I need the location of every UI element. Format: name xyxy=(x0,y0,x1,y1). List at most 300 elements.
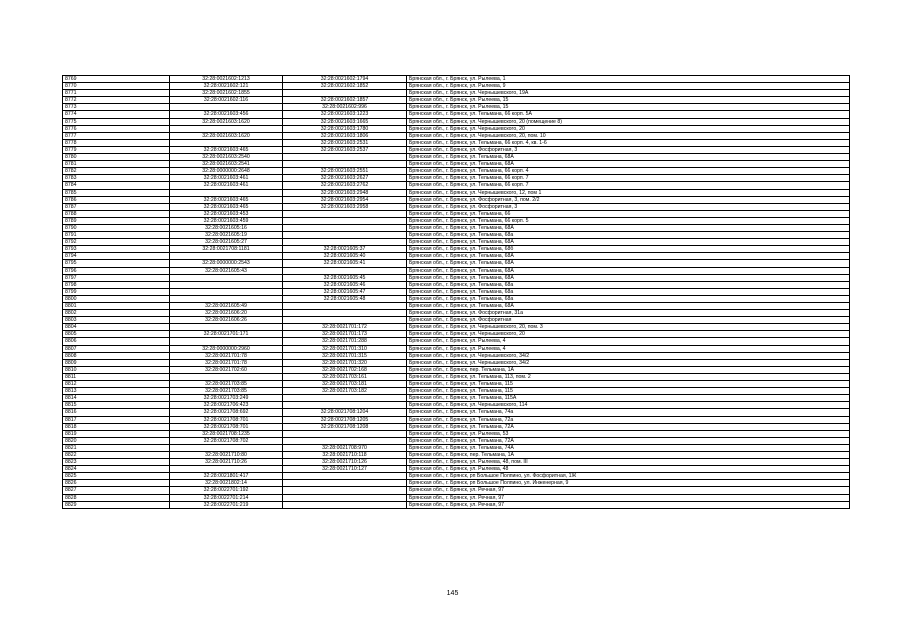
address-cell: Брянская обл., г. Брянск, ул. Тельмана, 66 корп. 4 xyxy=(407,168,850,175)
row-number-cell: 8816 xyxy=(63,409,170,416)
address-cell: Брянская обл., г. Брянск, ул. Чернышевского, 34/2 xyxy=(407,359,850,366)
land-cadastral-number-cell: 32:28:0000000:2543 xyxy=(170,260,283,267)
address-cell: Брянская обл., г. Брянск, ул. Тельмана, 113, пом. 2 xyxy=(407,373,850,380)
table-row xyxy=(63,373,850,380)
table-row xyxy=(63,76,850,83)
row-number-cell: 8780 xyxy=(63,154,170,161)
building-cadastral-number-cell: 32:28:0021603:2762 xyxy=(283,182,407,189)
table-row xyxy=(63,466,850,473)
building-cadastral-number-cell: 32:28:0021701:173 xyxy=(283,331,407,338)
land-cadastral-number-cell: 32:28:0021802:14 xyxy=(170,480,283,487)
address-cell: Брянская обл., г. Брянск, ул. Тельмана, 68А xyxy=(407,303,850,310)
land-cadastral-number-cell: 32:28:0021702:60 xyxy=(170,366,283,373)
land-cadastral-number-cell: 32:28:0021602:1213 xyxy=(170,76,283,83)
address-cell: Брянская обл., г. Брянск, ул. Тельмана, 66 корп. 5А xyxy=(407,111,850,118)
land-cadastral-number-cell xyxy=(170,189,283,196)
address-cell: Брянская обл., г. Брянск, ул. Тельмана, 68а xyxy=(407,288,850,295)
land-cadastral-number-cell: 32:28:0021603:2541 xyxy=(170,161,283,168)
land-cadastral-number-cell: 32:28:0021605:19 xyxy=(170,232,283,239)
land-cadastral-number-cell: 32:28:0000000:2960 xyxy=(170,345,283,352)
row-number-cell: 8794 xyxy=(63,253,170,260)
building-cadastral-number-cell: 32:28:0021605:45 xyxy=(283,274,407,281)
land-cadastral-number-cell: 32:28:0021606:20 xyxy=(170,310,283,317)
building-cadastral-number-cell xyxy=(283,154,407,161)
row-number-cell: 8804 xyxy=(63,324,170,331)
address-cell: Брянская обл., г. Брянск, ул. Тельмана, 68а xyxy=(407,295,850,302)
land-cadastral-number-cell: 32:28:0021801:417 xyxy=(170,473,283,480)
table-row xyxy=(63,331,850,338)
table-row xyxy=(63,324,850,331)
building-cadastral-number-cell: 32:28:0021702:168 xyxy=(283,366,407,373)
building-cadastral-number-cell xyxy=(283,210,407,217)
building-cadastral-number-cell: 32:28:0021708:1205 xyxy=(283,416,407,423)
building-cadastral-number-cell: 32:28:0021603:1806 xyxy=(283,132,407,139)
row-number-cell: 8769 xyxy=(63,76,170,83)
table-row xyxy=(63,487,850,494)
building-cadastral-number-cell: 32:28:0021605:41 xyxy=(283,260,407,267)
table-row xyxy=(63,139,850,146)
table-row xyxy=(63,288,850,295)
row-number-cell: 8825 xyxy=(63,473,170,480)
row-number-cell: 8779 xyxy=(63,146,170,153)
building-cadastral-number-cell: 32:28:0021605:37 xyxy=(283,246,407,253)
address-cell: Брянская обл., г. Брянск, ул. Чернышевского, 20, пом. 10 xyxy=(407,132,850,139)
land-cadastral-number-cell: 32:28:0021602:116 xyxy=(170,97,283,104)
building-cadastral-number-cell: 32:28:0021605:40 xyxy=(283,253,407,260)
address-cell: Брянская обл., г. Брянск, ул. Тельмана, 74а xyxy=(407,409,850,416)
building-cadastral-number-cell: 32:28:0021701:288 xyxy=(283,338,407,345)
building-cadastral-number-cell: 32:28:0021602:1794 xyxy=(283,76,407,83)
building-cadastral-number-cell: 32:28:0021703:181 xyxy=(283,381,407,388)
row-number-cell: 8806 xyxy=(63,338,170,345)
address-cell: Брянская обл., г. Брянск, ул. Чернышевского, 20, пом. 3 xyxy=(407,324,850,331)
land-cadastral-number-cell: 32:28:0021602:1855 xyxy=(170,90,283,97)
row-number-cell: 8786 xyxy=(63,196,170,203)
land-cadastral-number-cell: 32:28:0021708:701 xyxy=(170,423,283,430)
address-cell: Брянская обл., г. Брянск, ул. Фосфоритная, 3 xyxy=(407,146,850,153)
table-row xyxy=(63,281,850,288)
table-row xyxy=(63,104,850,111)
building-cadastral-number-cell: 32:28:0021602:1857 xyxy=(283,97,407,104)
table-row xyxy=(63,189,850,196)
address-cell: Брянская обл., г. Брянск, ул. Рылеева, 48, пом. III xyxy=(407,459,850,466)
row-number-cell: 8814 xyxy=(63,395,170,402)
address-cell: Брянская обл., г. Брянск, ул. Рылеева, 53 xyxy=(407,430,850,437)
table-row xyxy=(63,196,850,203)
land-cadastral-number-cell xyxy=(170,253,283,260)
row-number-cell: 8801 xyxy=(63,303,170,310)
land-cadastral-number-cell xyxy=(170,274,283,281)
building-cadastral-number-cell: 32:28:0021603:2954 xyxy=(283,196,407,203)
address-cell: Брянская обл., г. Брянск, ул. Тельмана, 66 корп. 4, кв. 1-6 xyxy=(407,139,850,146)
building-cadastral-number-cell: 32:28:0021708:970 xyxy=(283,444,407,451)
table-row xyxy=(63,224,850,231)
building-cadastral-number-cell xyxy=(283,303,407,310)
building-cadastral-number-cell xyxy=(283,402,407,409)
table-row xyxy=(63,473,850,480)
table-row xyxy=(63,409,850,416)
land-cadastral-number-cell xyxy=(170,444,283,451)
row-number-cell: 8820 xyxy=(63,437,170,444)
table-row xyxy=(63,146,850,153)
address-cell: Брянская обл., г. Брянск, ул. Чернышевского, 20 (помещение 8) xyxy=(407,118,850,125)
row-number-cell: 8771 xyxy=(63,90,170,97)
row-number-cell: 8800 xyxy=(63,295,170,302)
building-cadastral-number-cell: 32:28:0021603:2531 xyxy=(283,139,407,146)
table-row xyxy=(63,480,850,487)
table-row xyxy=(63,239,850,246)
row-number-cell: 8793 xyxy=(63,246,170,253)
land-cadastral-number-cell: 32:28:0021703:85 xyxy=(170,388,283,395)
land-cadastral-number-cell: 32:28:0021605:49 xyxy=(170,303,283,310)
row-number-cell: 8828 xyxy=(63,494,170,501)
row-number-cell: 8807 xyxy=(63,345,170,352)
address-cell: Брянская обл., г. Брянск, ул. Рылеева, 15 xyxy=(407,104,850,111)
table-row xyxy=(63,444,850,451)
address-cell: Брянская обл., г. Брянск, ул. Тельмана, 68А xyxy=(407,267,850,274)
land-cadastral-number-cell: 32:28:0021708:1181 xyxy=(170,246,283,253)
table-row xyxy=(63,175,850,182)
address-cell: Брянская обл., г. Брянск, ул. Чернышевского, 20 xyxy=(407,125,850,132)
land-cadastral-number-cell: 32:28:0021703:85 xyxy=(170,381,283,388)
building-cadastral-number-cell: 32:28:0021602:996 xyxy=(283,104,407,111)
table-row xyxy=(63,125,850,132)
row-number-cell: 8810 xyxy=(63,366,170,373)
table-row xyxy=(63,338,850,345)
building-cadastral-number-cell: 32:28:0021710:127 xyxy=(283,466,407,473)
table-row xyxy=(63,83,850,90)
address-cell: Брянская обл., г. Брянск, ул. Тельмана, 68А xyxy=(407,274,850,281)
address-cell: Брянская обл., г. Брянск, ул. Фосфоритная xyxy=(407,317,850,324)
land-cadastral-number-cell: 32:28:0021603:453 xyxy=(170,210,283,217)
building-cadastral-number-cell xyxy=(283,224,407,231)
land-cadastral-number-cell: 32:28:0021708:702 xyxy=(170,437,283,444)
table-row xyxy=(63,388,850,395)
table-row xyxy=(63,274,850,281)
building-cadastral-number-cell: 32:28:0021701:172 xyxy=(283,324,407,331)
address-cell: Брянская обл., г. Брянск, ул. Чернышевского, 20 xyxy=(407,331,850,338)
building-cadastral-number-cell xyxy=(283,395,407,402)
building-cadastral-number-cell: 32:28:0021703:182 xyxy=(283,388,407,395)
row-number-cell: 8774 xyxy=(63,111,170,118)
building-cadastral-number-cell xyxy=(283,267,407,274)
row-number-cell: 8813 xyxy=(63,388,170,395)
building-cadastral-number-cell xyxy=(283,317,407,324)
row-number-cell: 8795 xyxy=(63,260,170,267)
row-number-cell: 8782 xyxy=(63,168,170,175)
building-cadastral-number-cell: 32:28:0021603:2948 xyxy=(283,189,407,196)
land-cadastral-number-cell: 32:28:0021603:465 xyxy=(170,196,283,203)
table-row xyxy=(63,210,850,217)
land-cadastral-number-cell: 32:28:0021603:1620 xyxy=(170,118,283,125)
row-number-cell: 8773 xyxy=(63,104,170,111)
land-cadastral-number-cell: 32:28:0021603:461 xyxy=(170,175,283,182)
address-cell: Брянская обл., г. Брянск, рп Большое Полпино, ул. Инженерная, 9 xyxy=(407,480,850,487)
address-cell: Брянская обл., г. Брянск, ул. Чернышевского, 34/2 xyxy=(407,352,850,359)
row-number-cell: 8789 xyxy=(63,217,170,224)
address-cell: Брянская обл., г. Брянск, ул. Тельмана, 72а xyxy=(407,416,850,423)
row-number-cell: 8802 xyxy=(63,310,170,317)
building-cadastral-number-cell xyxy=(283,430,407,437)
row-number-cell: 8799 xyxy=(63,288,170,295)
land-cadastral-number-cell xyxy=(170,281,283,288)
land-cadastral-number-cell xyxy=(170,324,283,331)
row-number-cell: 8824 xyxy=(63,466,170,473)
row-number-cell: 8791 xyxy=(63,232,170,239)
building-cadastral-number-cell: 32:28:0021605:47 xyxy=(283,288,407,295)
land-cadastral-number-cell xyxy=(170,466,283,473)
building-cadastral-number-cell: 32:28:0021605:48 xyxy=(283,295,407,302)
land-cadastral-number-cell: 32:28:0000000:2648 xyxy=(170,168,283,175)
row-number-cell: 8783 xyxy=(63,175,170,182)
address-cell: Брянская обл., г. Брянск, ул. Тельмана, 68а xyxy=(407,232,850,239)
table-row xyxy=(63,359,850,366)
address-cell: Брянская обл., г. Брянск, ул. Тельмана, 68А xyxy=(407,253,850,260)
row-number-cell: 8827 xyxy=(63,487,170,494)
land-cadastral-number-cell: 32:28:0021708:692 xyxy=(170,409,283,416)
row-number-cell: 8812 xyxy=(63,381,170,388)
address-cell: Брянская обл., г. Брянск, ул. Тельмана, 115 xyxy=(407,381,850,388)
building-cadastral-number-cell xyxy=(283,494,407,501)
land-cadastral-number-cell: 32:28:0021603:456 xyxy=(170,111,283,118)
table-row xyxy=(63,267,850,274)
table-row xyxy=(63,303,850,310)
table-row xyxy=(63,203,850,210)
address-cell: Брянская обл., г. Брянск, рп Большое Полпино, ул. Фосфоритная, 1Ж xyxy=(407,473,850,480)
table-row xyxy=(63,423,850,430)
address-cell: Брянская обл., г. Брянск, ул. Тельмана, 68А xyxy=(407,154,850,161)
page-number: 145 xyxy=(446,590,459,597)
address-cell: Брянская обл., г. Брянск, ул. Чернышевского, 19А xyxy=(407,90,850,97)
address-cell: Брянская обл., г. Брянск, ул. Тельмана, 68А xyxy=(407,161,850,168)
row-number-cell: 8808 xyxy=(63,352,170,359)
land-cadastral-number-cell xyxy=(170,288,283,295)
land-cadastral-number-cell xyxy=(170,125,283,132)
table-row xyxy=(63,381,850,388)
row-number-cell: 8784 xyxy=(63,182,170,189)
land-cadastral-number-cell: 32:28:0021603:2540 xyxy=(170,154,283,161)
row-number-cell: 8790 xyxy=(63,224,170,231)
table-row xyxy=(63,402,850,409)
table-row xyxy=(63,459,850,466)
row-number-cell: 8817 xyxy=(63,416,170,423)
building-cadastral-number-cell xyxy=(283,217,407,224)
land-cadastral-number-cell: 32:28:0021708:701 xyxy=(170,416,283,423)
table-row xyxy=(63,310,850,317)
row-number-cell: 8775 xyxy=(63,118,170,125)
building-cadastral-number-cell: 32:28:0021708:1204 xyxy=(283,409,407,416)
row-number-cell: 8781 xyxy=(63,161,170,168)
building-cadastral-number-cell xyxy=(283,473,407,480)
land-cadastral-number-cell: 32:28:0021603:465 xyxy=(170,203,283,210)
address-cell: Брянская обл., г. Брянск, ул. Рылеева, 4 xyxy=(407,345,850,352)
table-row xyxy=(63,154,850,161)
address-cell: Брянская обл., г. Брянск, ул. Тельмана, 66 xyxy=(407,210,850,217)
land-cadastral-number-cell: 32:28:0021605:16 xyxy=(170,224,283,231)
table-row xyxy=(63,345,850,352)
land-cadastral-number-cell: 32:28:0021605:27 xyxy=(170,239,283,246)
building-cadastral-number-cell: 32:28:0021603:2551 xyxy=(283,168,407,175)
address-cell: Брянская обл., г. Брянск, ул. Тельмана, 66 корп. 5 xyxy=(407,217,850,224)
building-cadastral-number-cell: 32:28:0021701:320 xyxy=(283,359,407,366)
building-cadastral-number-cell xyxy=(283,90,407,97)
building-cadastral-number-cell xyxy=(283,232,407,239)
land-cadastral-number-cell: 32:28:0021603:465 xyxy=(170,146,283,153)
table-row xyxy=(63,246,850,253)
building-cadastral-number-cell: 32:28:0021605:46 xyxy=(283,281,407,288)
row-number-cell: 8803 xyxy=(63,317,170,324)
land-cadastral-number-cell: 32:28:0022701:219 xyxy=(170,501,283,508)
address-cell: Брянская обл., г. Брянск, ул. Чернышевского, 114 xyxy=(407,402,850,409)
address-cell: Брянская обл., г. Брянск, ул. Рылеева, 48 xyxy=(407,466,850,473)
land-cadastral-number-cell: 32:28:0021603:461 xyxy=(170,182,283,189)
building-cadastral-number-cell: 32:28:0021710:126 xyxy=(283,459,407,466)
building-cadastral-number-cell xyxy=(283,239,407,246)
row-number-cell: 8798 xyxy=(63,281,170,288)
table-row xyxy=(63,217,850,224)
address-cell: Брянская обл., г. Брянск, ул. Тельмана, 68а xyxy=(407,281,850,288)
table-row xyxy=(63,451,850,458)
building-cadastral-number-cell: 32:28:0021603:2958 xyxy=(283,203,407,210)
row-number-cell: 8777 xyxy=(63,132,170,139)
table-row xyxy=(63,161,850,168)
row-number-cell: 8822 xyxy=(63,451,170,458)
address-cell: Брянская обл., г. Брянск, ул. Фосфоритная, 3, пом. 2/2 xyxy=(407,196,850,203)
address-cell: Брянская обл., г. Брянск, ул. Речная, 97 xyxy=(407,487,850,494)
address-cell: Брянская обл., г. Брянск, ул. Фосфоритная, 3 xyxy=(407,203,850,210)
land-cadastral-number-cell: 32:28:0021606:26 xyxy=(170,317,283,324)
land-cadastral-number-cell: 32:28:0021605:43 xyxy=(170,267,283,274)
row-number-cell: 8796 xyxy=(63,267,170,274)
table-row xyxy=(63,111,850,118)
land-cadastral-number-cell xyxy=(170,295,283,302)
land-cadastral-number-cell: 32:28:0021603:459 xyxy=(170,217,283,224)
land-cadastral-number-cell: 32:28:0021710:26 xyxy=(170,459,283,466)
land-cadastral-number-cell: 32:28:0022701:214 xyxy=(170,494,283,501)
table-row xyxy=(63,260,850,267)
table-row xyxy=(63,295,850,302)
land-cadastral-number-cell: 32:28:0022701:192 xyxy=(170,487,283,494)
table-row xyxy=(63,90,850,97)
row-number-cell: 8772 xyxy=(63,97,170,104)
building-cadastral-number-cell: 32:28:0021603:2537 xyxy=(283,146,407,153)
address-cell: Брянская обл., г. Брянск, ул. Тельмана, 66 корп. 7 xyxy=(407,175,850,182)
building-cadastral-number-cell xyxy=(283,310,407,317)
building-cadastral-number-cell xyxy=(283,480,407,487)
row-number-cell: 8792 xyxy=(63,239,170,246)
row-number-cell: 8826 xyxy=(63,480,170,487)
address-cell: Брянская обл., г. Брянск, ул. Тельмана, 115 xyxy=(407,388,850,395)
table-row xyxy=(63,168,850,175)
building-cadastral-number-cell: 32:28:0021710:118 xyxy=(283,451,407,458)
row-number-cell: 8785 xyxy=(63,189,170,196)
address-cell: Брянская обл., г. Брянск, пер. Тельмана, 1А xyxy=(407,451,850,458)
land-cadastral-number-cell xyxy=(170,139,283,146)
row-number-cell: 8776 xyxy=(63,125,170,132)
land-cadastral-number-cell: 32:28:0021701:78 xyxy=(170,352,283,359)
building-cadastral-number-cell: 32:28:0021603:1223 xyxy=(283,111,407,118)
table-row xyxy=(63,182,850,189)
address-cell: Брянская обл., г. Брянск, ул. Речная, 97 xyxy=(407,494,850,501)
cadastral-registry-table xyxy=(62,75,850,509)
building-cadastral-number-cell: 32:28:0021701:315 xyxy=(283,352,407,359)
address-cell: Брянская обл., г. Брянск, ул. Тельмана, 72А xyxy=(407,437,850,444)
land-cadastral-number-cell: 32:28:0021706:423 xyxy=(170,402,283,409)
building-cadastral-number-cell xyxy=(283,437,407,444)
table-row xyxy=(63,253,850,260)
address-cell: Брянская обл., г. Брянск, ул. Рылеева, 1 xyxy=(407,76,850,83)
building-cadastral-number-cell xyxy=(283,487,407,494)
table-row xyxy=(63,395,850,402)
address-cell: Брянская обл., г. Брянск, ул. Речная, 97 xyxy=(407,501,850,508)
row-number-cell: 8797 xyxy=(63,274,170,281)
row-number-cell: 8818 xyxy=(63,423,170,430)
building-cadastral-number-cell xyxy=(283,161,407,168)
land-cadastral-number-cell xyxy=(170,373,283,380)
address-cell: Брянская обл., г. Брянск, ул. Тельмана, 68А xyxy=(407,260,850,267)
row-number-cell: 8805 xyxy=(63,331,170,338)
table-row xyxy=(63,118,850,125)
building-cadastral-number-cell: 32:28:0021701:310 xyxy=(283,345,407,352)
address-cell: Брянская обл., г. Брянск, ул. Рылеева, 4 xyxy=(407,338,850,345)
table-row xyxy=(63,437,850,444)
building-cadastral-number-cell: 32:28:0021602:1852 xyxy=(283,83,407,90)
address-cell: Брянская обл., г. Брянск, ул. Тельмана, 68А xyxy=(407,224,850,231)
land-cadastral-number-cell: 32:28:0021602:121 xyxy=(170,83,283,90)
table-row xyxy=(63,430,850,437)
address-cell: Брянская обл., г. Брянск, ул. Тельмана, 74А xyxy=(407,444,850,451)
land-cadastral-number-cell: 32:28:0021708:1235 xyxy=(170,430,283,437)
table-row xyxy=(63,232,850,239)
row-number-cell: 8787 xyxy=(63,203,170,210)
table-row xyxy=(63,97,850,104)
address-cell: Брянская обл., г. Брянск, ул. Чернышевского, 12, пом 1 xyxy=(407,189,850,196)
row-number-cell: 8778 xyxy=(63,139,170,146)
building-cadastral-number-cell: 32:28:0021603:2627 xyxy=(283,175,407,182)
row-number-cell: 8829 xyxy=(63,501,170,508)
building-cadastral-number-cell: 32:28:0021703:161 xyxy=(283,373,407,380)
address-cell: Брянская обл., г. Брянск, ул. Тельмана, 66 корп. 7 xyxy=(407,182,850,189)
table-row xyxy=(63,501,850,508)
table-row xyxy=(63,494,850,501)
address-cell: Брянская обл., г. Брянск, ул. Тельмана, 68б xyxy=(407,246,850,253)
address-cell: Брянская обл., г. Брянск, пер. Тельмана, 1А xyxy=(407,366,850,373)
registry-table-body xyxy=(63,76,850,509)
address-cell: Брянская обл., г. Брянск, ул. Рылеева, 15 xyxy=(407,97,850,104)
row-number-cell: 8788 xyxy=(63,210,170,217)
building-cadastral-number-cell: 32:28:0021708:1208 xyxy=(283,423,407,430)
address-cell: Брянская обл., г. Брянск, ул. Тельмана, 72А xyxy=(407,423,850,430)
land-cadastral-number-cell xyxy=(170,104,283,111)
table-row xyxy=(63,352,850,359)
address-cell: Брянская обл., г. Брянск, ул. Рылеева, 9 xyxy=(407,83,850,90)
row-number-cell: 8821 xyxy=(63,444,170,451)
row-number-cell: 8770 xyxy=(63,83,170,90)
land-cadastral-number-cell: 32:28:0021701:78 xyxy=(170,359,283,366)
row-number-cell: 8809 xyxy=(63,359,170,366)
table-row xyxy=(63,132,850,139)
row-number-cell: 8819 xyxy=(63,430,170,437)
building-cadastral-number-cell xyxy=(283,501,407,508)
building-cadastral-number-cell: 32:28:0021603:1665 xyxy=(283,118,407,125)
address-cell: Брянская обл., г. Брянск, ул. Тельмана, 68А xyxy=(407,239,850,246)
building-cadastral-number-cell: 32:28:0021603:1780 xyxy=(283,125,407,132)
land-cadastral-number-cell xyxy=(170,338,283,345)
land-cadastral-number-cell: 32:28:0021701:171 xyxy=(170,331,283,338)
row-number-cell: 8823 xyxy=(63,459,170,466)
address-cell: Брянская обл., г. Брянск, ул. Тельмана, 115А xyxy=(407,395,850,402)
table-row xyxy=(63,317,850,324)
